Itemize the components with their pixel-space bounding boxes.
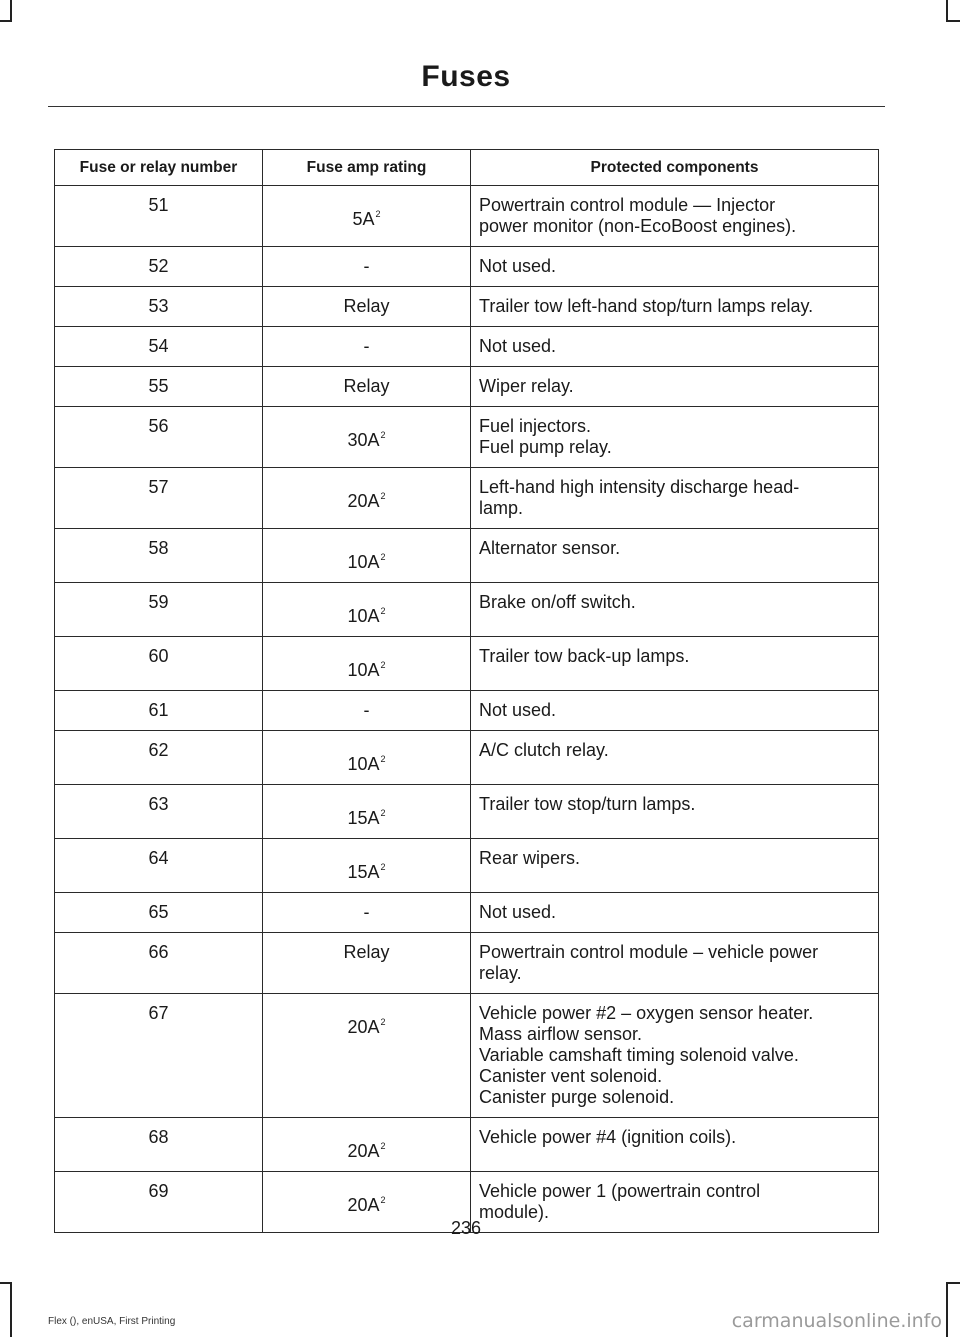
protected-components-cell: A/C clutch relay. (471, 731, 879, 785)
table-row (55, 327, 879, 367)
footnote-marker: 2 (375, 209, 381, 219)
fuse-number-cell: 56 (55, 407, 263, 468)
footnote-marker: 2 (380, 862, 386, 872)
amp-rating-value: 20A (347, 1195, 380, 1215)
amp-rating-value: 10A (347, 660, 380, 680)
amp-rating-value: 15A (347, 808, 380, 828)
fuse-number-cell: 55 (55, 367, 263, 407)
crop-mark (10, 1282, 12, 1337)
amp-rating-value: Relay (343, 296, 390, 316)
crop-mark (0, 20, 12, 22)
amp-rating-cell (263, 893, 471, 933)
footnote-marker: 2 (380, 491, 386, 501)
footnote-marker: 2 (380, 552, 386, 562)
table-row (55, 407, 879, 468)
title-divider (48, 106, 885, 107)
amp-rating-value: - (363, 902, 370, 922)
protected-components-cell: Wiper relay. (471, 367, 879, 407)
amp-rating-cell (263, 1118, 471, 1172)
fuse-number-cell: 51 (55, 186, 263, 247)
amp-rating-cell (263, 468, 471, 529)
fuse-number-cell: 66 (55, 933, 263, 994)
protected-components-cell: Trailer tow back-up lamps. (471, 637, 879, 691)
protected-components-cell: Fuel injectors. Fuel pump relay. (471, 407, 879, 468)
protected-components-cell: Not used. (471, 893, 879, 933)
crop-mark (946, 20, 960, 22)
amp-rating-cell (263, 247, 471, 287)
fuse-number-cell: 62 (55, 731, 263, 785)
protected-components-cell: Not used. (471, 247, 879, 287)
protected-components-cell: Trailer tow stop/turn lamps. (471, 785, 879, 839)
table-row (55, 893, 879, 933)
fuse-number-cell: 54 (55, 327, 263, 367)
footnote-marker: 2 (380, 808, 386, 818)
protected-components-cell: Powertrain control module – vehicle power relay. (471, 933, 879, 994)
amp-rating-cell (263, 691, 471, 731)
table-row (55, 468, 879, 529)
fuse-number-cell: 58 (55, 529, 263, 583)
fuse-number-cell: 68 (55, 1118, 263, 1172)
fuse-number-cell: 63 (55, 785, 263, 839)
header-fuse-number: Fuse or relay number (55, 150, 263, 186)
footnote-marker: 2 (380, 606, 386, 616)
amp-rating-cell (263, 839, 471, 893)
protected-components-cell: Trailer tow left-hand stop/turn lamps relay. (471, 287, 879, 327)
table-row (55, 839, 879, 893)
crop-mark (946, 0, 948, 22)
table-row (55, 994, 879, 1118)
table-header-row (55, 150, 879, 186)
table-row (55, 785, 879, 839)
protected-components-cell: Left-hand high intensity discharge head- lamp. (471, 468, 879, 529)
protected-components-cell: Rear wipers. (471, 839, 879, 893)
table-row (55, 731, 879, 785)
amp-rating-cell (263, 637, 471, 691)
table-row (55, 1118, 879, 1172)
amp-rating-cell (263, 287, 471, 327)
table-row (55, 529, 879, 583)
footnote-marker: 2 (380, 1195, 386, 1205)
crop-mark (946, 1282, 948, 1337)
protected-components-cell: Vehicle power 1 (powertrain control module). (471, 1172, 879, 1233)
page-title: Fuses (421, 60, 511, 93)
footnote-marker: 2 (380, 1141, 386, 1151)
table-row (55, 691, 879, 731)
footer-edition: Flex (), enUSA, First Printing (48, 1316, 176, 1327)
amp-rating-value: 30A (347, 430, 380, 450)
footnote-marker: 2 (380, 660, 386, 670)
protected-components-cell: Vehicle power #4 (ignition coils). (471, 1118, 879, 1172)
amp-rating-cell (263, 731, 471, 785)
amp-rating-value: - (363, 336, 370, 356)
amp-rating-cell (263, 529, 471, 583)
amp-rating-value: Relay (343, 942, 390, 962)
amp-rating-cell (263, 785, 471, 839)
table-row (55, 287, 879, 327)
amp-rating-value: 5A (352, 209, 375, 229)
table-row (55, 637, 879, 691)
amp-rating-value: 20A (347, 1017, 380, 1037)
table-row (55, 367, 879, 407)
amp-rating-value: 15A (347, 862, 380, 882)
amp-rating-value: 20A (347, 491, 380, 511)
page-number: 236 (450, 1218, 482, 1238)
amp-rating-value: 20A (347, 1141, 380, 1161)
footnote-marker: 2 (380, 1017, 386, 1027)
fuse-number-cell: 67 (55, 994, 263, 1118)
amp-rating-cell (263, 407, 471, 468)
amp-rating-cell (263, 186, 471, 247)
protected-components-cell: Powertrain control module — Injector power monitor (non-EcoBoost engines). (471, 186, 879, 247)
protected-components-cell: Vehicle power #2 – oxygen sensor heater. Mass airflow sensor. Variable camshaft timing solenoid valve. Canister vent solenoid. Canister purge solenoid. (471, 994, 879, 1118)
fuse-number-cell: 61 (55, 691, 263, 731)
crop-mark (0, 1282, 12, 1284)
watermark: carmanualsonline.info (731, 1310, 942, 1332)
amp-rating-cell (263, 583, 471, 637)
protected-components-cell: Not used. (471, 691, 879, 731)
amp-rating-value: Relay (343, 376, 390, 396)
table-row (55, 583, 879, 637)
amp-rating-cell (263, 367, 471, 407)
footnote-marker: 2 (380, 754, 386, 764)
crop-mark (946, 1282, 960, 1284)
fuse-table (54, 149, 879, 1233)
crop-mark (10, 0, 12, 22)
table-row (55, 186, 879, 247)
amp-rating-value: - (363, 256, 370, 276)
amp-rating-value: - (363, 700, 370, 720)
amp-rating-cell (263, 933, 471, 994)
amp-rating-value: 10A (347, 552, 380, 572)
fuse-number-cell: 57 (55, 468, 263, 529)
amp-rating-cell (263, 994, 471, 1118)
amp-rating-value: 10A (347, 606, 380, 626)
protected-components-cell: Alternator sensor. (471, 529, 879, 583)
fuse-number-cell: 52 (55, 247, 263, 287)
fuse-number-cell: 59 (55, 583, 263, 637)
fuse-number-cell: 64 (55, 839, 263, 893)
fuse-number-cell: 65 (55, 893, 263, 933)
header-amp-rating: Fuse amp rating (263, 150, 471, 186)
header-protected-components: Protected components (471, 150, 879, 186)
fuse-number-cell: 69 (55, 1172, 263, 1233)
table-row (55, 247, 879, 287)
amp-rating-value: 10A (347, 754, 380, 774)
table-row (55, 933, 879, 994)
fuse-number-cell: 60 (55, 637, 263, 691)
fuse-table-body (55, 186, 879, 1233)
amp-rating-cell (263, 327, 471, 367)
protected-components-cell: Not used. (471, 327, 879, 367)
footnote-marker: 2 (380, 430, 386, 440)
protected-components-cell: Brake on/off switch. (471, 583, 879, 637)
fuse-number-cell: 53 (55, 287, 263, 327)
